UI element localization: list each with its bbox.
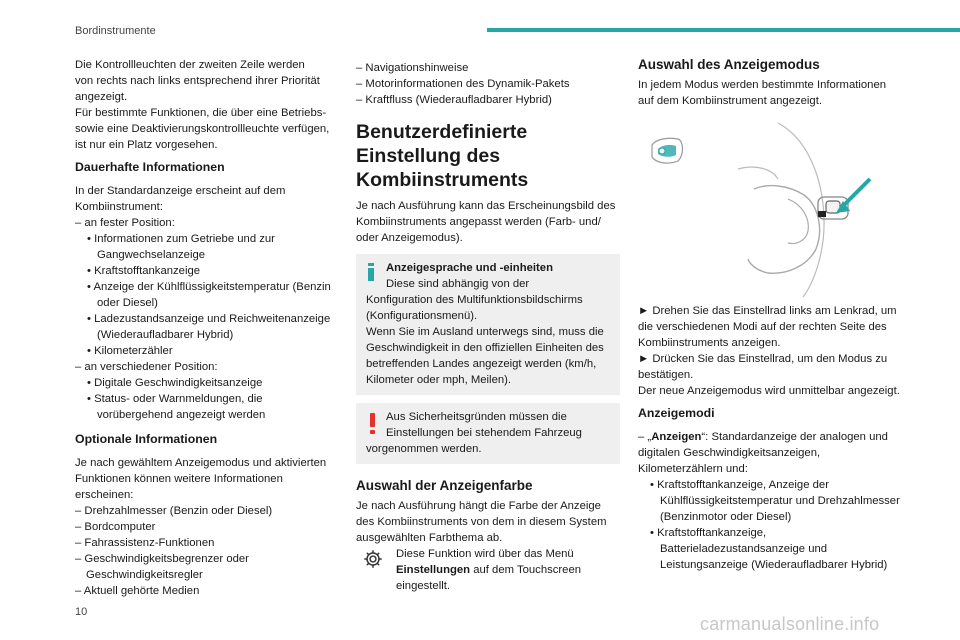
mode-dash: – „ xyxy=(638,431,652,443)
intro-line: von rechts nach links entsprechend ihrer Priorität xyxy=(75,75,320,87)
column-1 xyxy=(75,57,337,599)
mode-description xyxy=(638,429,900,477)
step-instruction: ► Drücken Sie das Einstellrad, um den Modus zu bestätigen. xyxy=(638,353,888,381)
settings-note-text: auf dem Touchscreen eingestellt. xyxy=(396,564,582,592)
intro-line: sowie eine Deaktivierungskontrollleuchte verfügen, xyxy=(75,123,330,135)
settings-gear-icon xyxy=(362,548,384,570)
step-instruction: ► Drehen Sie das Einstellrad links am Lenkrad, um die verschiedenen Modi auf der rechten Seite des Kombiinstruments anzeigen. xyxy=(638,305,897,349)
intro-line: angezeigt. xyxy=(75,91,128,103)
list-item: • Status- oder Warnmeldungen, die vorübergehend angezeigt werden xyxy=(87,393,266,421)
warning-line: Einstellungen bei stehendem Fahrzeug xyxy=(386,427,582,439)
mode-text: “: Standardanzeige der analogen und digitalen Geschwindigkeitsanzeigen, Kilometerzählern und: xyxy=(638,431,888,475)
column-2 xyxy=(356,60,620,594)
info-box-heading: Anzeigesprache und -einheiten xyxy=(386,262,553,274)
list-item: • Kraftstofftankanzeige, Anzeige der Kühlflüssigkeitstemperatur und Drehzahlmesser (Benzinmotor oder Diesel) xyxy=(650,479,900,523)
list-item: • Anzeige der Kühlflüssigkeitstemperatur (Benzin oder Diesel) xyxy=(87,281,331,309)
watermark: carmanualsonline.info xyxy=(700,614,880,634)
settings-note xyxy=(356,546,620,562)
list-item: • Ladezustandsanzeige und Reichweitenanzeige (Wiederaufladbarer Hybrid) xyxy=(87,313,331,341)
variable-position-label: – an verschiedener Position: xyxy=(75,361,218,373)
list-item: – Navigationshinweise xyxy=(356,62,469,74)
mode-name: Anzeigen xyxy=(651,431,702,443)
modes-heading: Anzeigemodi xyxy=(638,406,715,420)
warning-line: Aus Sicherheitsgründen müssen die xyxy=(386,411,567,423)
fixed-position-label: – an fester Position: xyxy=(75,217,175,229)
steering-wheel-illustration xyxy=(638,119,890,297)
settings-menu-name: Einstellungen xyxy=(396,564,471,576)
list-item: • Kraftstofftankanzeige xyxy=(87,265,201,277)
section-intro: Je nach Ausführung kann das Erscheinungsbild des Kombiinstruments angepasst werden (Farb- und/ oder Anzeigemodus). xyxy=(356,200,616,244)
info-box-line: Diese sind abhängig von der xyxy=(386,278,530,290)
permanent-info-intro: In der Standardanzeige erscheint auf dem Kombiinstrument: xyxy=(75,185,286,213)
info-icon xyxy=(367,263,375,281)
list-item: – Geschwindigkeitsbegrenzer oder Geschwindigkeitsregler xyxy=(75,553,249,581)
list-item: – Drehzahlmesser (Benzin oder Diesel) xyxy=(75,505,273,517)
running-header: Bordinstrumente xyxy=(75,25,156,37)
settings-note-text: Diese Funktion wird über das Menü xyxy=(396,548,574,560)
intro-line: Für bestimmte Funktionen, die über eine Betriebs- xyxy=(75,107,327,119)
list-item: • Kilometerzähler xyxy=(87,345,173,357)
header-accent-bar xyxy=(487,28,960,32)
warning-icon xyxy=(369,413,377,435)
color-intro: Je nach Ausführung hängt die Farbe der Anzeige des Kombiinstruments von dem in diesem System ausgewählten Farbthema ab. xyxy=(356,500,607,544)
list-item: – Fahrassistenz-Funktionen xyxy=(75,537,215,549)
list-item: • Digitale Geschwindigkeitsanzeige xyxy=(87,377,263,389)
optional-info-intro: Je nach gewähltem Anzeigemodus und aktivierten Funktionen können weitere Informationen erscheinen: xyxy=(75,457,327,501)
list-item: – Aktuell gehörte Medien xyxy=(75,585,200,597)
warning-line: vorgenommen werden. xyxy=(366,443,482,455)
list-item: – Motorinformationen des Dynamik-Pakets xyxy=(356,78,570,90)
info-box xyxy=(356,254,620,395)
intro-line: ist nur ein Platz vorgesehen. xyxy=(75,139,218,151)
page-number: 10 xyxy=(75,606,88,618)
settings-note-line xyxy=(356,562,620,594)
display-mode-intro: In jedem Modus werden bestimmte Informationen auf dem Kombiinstrument angezeigt. xyxy=(638,79,887,107)
step-result: Der neue Anzeigemodus wird unmittelbar angezeigt. xyxy=(638,385,900,397)
section-title: Benutzerdefinierte Einstellung des Kombiinstruments xyxy=(356,121,529,191)
permanent-info-heading: Dauerhafte Informationen xyxy=(75,160,225,174)
list-item: – Kraftfluss (Wiederaufladbarer Hybrid) xyxy=(356,94,552,106)
list-item: – Bordcomputer xyxy=(75,521,156,533)
list-item: • Kraftstofftankanzeige, Batterieladezustandsanzeige und Leistungsanzeige (Wiederaufladbarer Hybrid) xyxy=(650,527,888,571)
info-box-text: Konfiguration des Multifunktionsbildschirms (Konfigurationsmenü). xyxy=(366,294,583,322)
optional-info-heading: Optionale Informationen xyxy=(75,432,218,446)
list-item: • Informationen zum Getriebe und zur Gangwechselanzeige xyxy=(87,233,275,261)
info-box-text: Wenn Sie im Ausland unterwegs sind, muss die Geschwindigkeit in den offiziellen Einheiten des betreffenden Landes angezeigt werden (km/h, Kilometer oder mph, Meilen). xyxy=(366,326,604,386)
column-3 xyxy=(638,57,900,573)
display-mode-heading: Auswahl des Anzeigemodus xyxy=(638,57,820,72)
warning-box xyxy=(356,403,620,464)
intro-line: Die Kontrollleuchten der zweiten Zeile werden xyxy=(75,59,305,71)
color-heading: Auswahl der Anzeigenfarbe xyxy=(356,478,533,493)
